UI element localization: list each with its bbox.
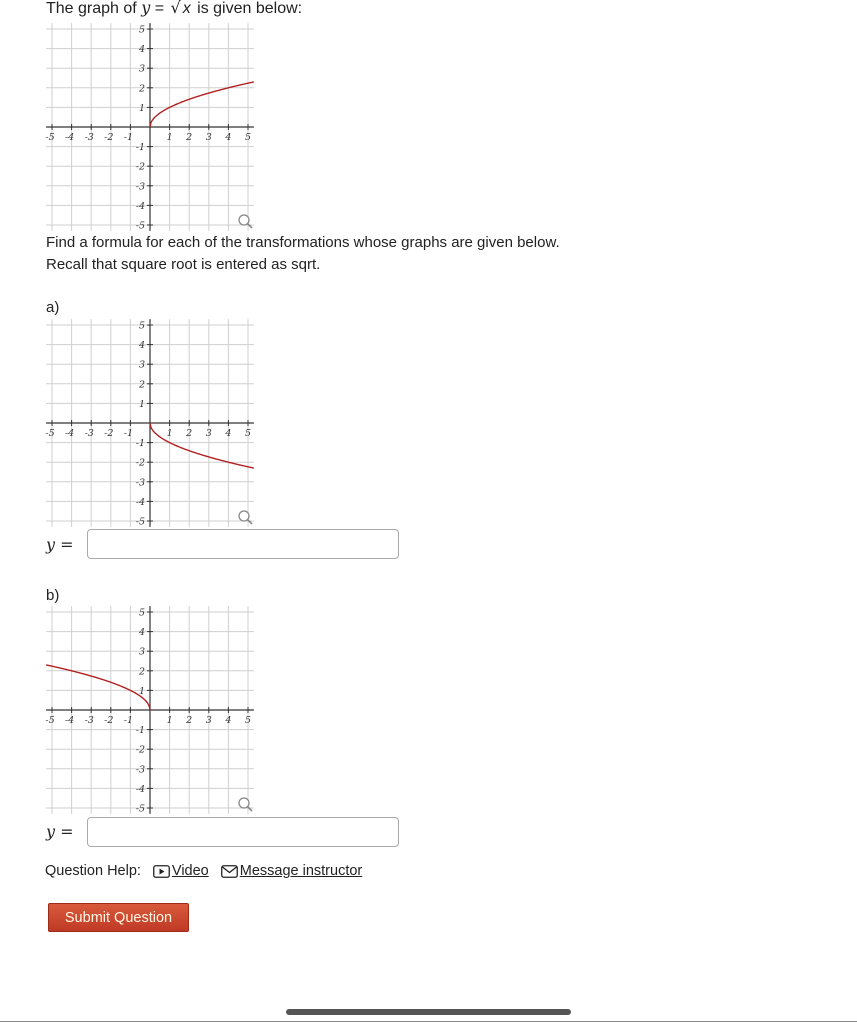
instructions bbox=[46, 232, 560, 276]
x-tick-label: -2 bbox=[104, 132, 114, 143]
y-tick-label: -1 bbox=[135, 725, 145, 737]
x-tick-label: -1 bbox=[123, 715, 134, 726]
y-tick-label: -3 bbox=[135, 477, 145, 489]
y-tick-label: 1 bbox=[138, 398, 145, 410]
y-tick-label: 5 bbox=[138, 24, 145, 36]
x-tick-label: -3 bbox=[84, 715, 94, 726]
y-tick-label: 5 bbox=[138, 607, 145, 619]
x-tick-label: -4 bbox=[64, 715, 75, 726]
y-tick-label: -4 bbox=[135, 783, 145, 795]
y-tick-label: 5 bbox=[138, 320, 145, 332]
graph-part-b bbox=[40, 605, 264, 817]
y-tick-label: 2 bbox=[138, 83, 145, 95]
x-tick-label: 4 bbox=[225, 428, 232, 439]
x-tick-label: 5 bbox=[244, 132, 252, 143]
graph-original-svg bbox=[40, 22, 264, 234]
x-tick-label: 1 bbox=[166, 428, 173, 439]
y-tick-label: -4 bbox=[135, 496, 145, 508]
intro-text bbox=[46, 0, 302, 18]
x-tick-label: -5 bbox=[45, 132, 55, 143]
x-tick-label: 2 bbox=[186, 715, 193, 726]
sqrt-expression bbox=[170, 0, 192, 18]
intro-equals: = bbox=[154, 0, 165, 17]
y-tick-label: -3 bbox=[135, 181, 145, 193]
y-tick-label: 3 bbox=[138, 359, 145, 371]
x-tick-label: 3 bbox=[205, 428, 212, 439]
x-tick-label: 2 bbox=[186, 132, 193, 143]
envelope-icon bbox=[221, 865, 238, 878]
message-instructor-link[interactable] bbox=[221, 863, 363, 879]
part-b-y-equals: y = bbox=[46, 822, 74, 841]
intro-prefix: The graph of bbox=[46, 0, 137, 17]
intro-suffix: is given below: bbox=[197, 0, 303, 17]
graph-part-a bbox=[40, 318, 264, 530]
part-b-answer-input[interactable] bbox=[87, 817, 399, 847]
y-tick-label: 3 bbox=[138, 646, 145, 658]
question-help-label: Question Help: bbox=[45, 863, 141, 879]
graph-part-b-svg bbox=[40, 605, 264, 817]
part-a-answer-input[interactable] bbox=[87, 529, 399, 559]
y-tick-label: -1 bbox=[135, 438, 145, 450]
x-tick-label: -5 bbox=[45, 715, 55, 726]
part-b-label: b) bbox=[46, 587, 60, 604]
x-tick-label: -5 bbox=[45, 428, 55, 439]
sqrt-arg: x bbox=[182, 0, 191, 17]
y-tick-label: -2 bbox=[135, 457, 145, 469]
function-curve bbox=[46, 665, 150, 710]
x-tick-label: 1 bbox=[166, 132, 173, 143]
y-tick-label: 3 bbox=[138, 63, 145, 75]
x-tick-label: -4 bbox=[64, 428, 75, 439]
graph-part-a-svg bbox=[40, 318, 264, 530]
y-tick-label: 4 bbox=[138, 340, 145, 352]
function-curve bbox=[150, 82, 254, 127]
x-tick-label: 4 bbox=[225, 715, 232, 726]
part-a-y-equals: y = bbox=[46, 535, 74, 554]
x-tick-label: -4 bbox=[64, 132, 75, 143]
x-tick-label: -1 bbox=[123, 428, 134, 439]
y-tick-label: -2 bbox=[135, 744, 145, 756]
home-indicator[interactable] bbox=[286, 1009, 571, 1015]
x-tick-label: -2 bbox=[104, 428, 114, 439]
instructions-line-1: Find a formula for each of the transformations whose graphs are given below. bbox=[46, 234, 560, 251]
message-instructor-label: Message instructor bbox=[239, 863, 363, 879]
x-tick-label: 5 bbox=[244, 428, 252, 439]
sqrt-symbol: √ bbox=[170, 0, 181, 17]
x-tick-label: 3 bbox=[205, 715, 212, 726]
x-tick-label: -3 bbox=[84, 132, 94, 143]
instructions-line-2: Recall that square root is entered as sqrt. bbox=[46, 256, 321, 273]
graph-original bbox=[40, 22, 264, 234]
y-tick-label: 2 bbox=[138, 379, 145, 391]
question-help bbox=[45, 863, 362, 879]
zoom-icon[interactable] bbox=[239, 215, 252, 228]
y-tick-label: -3 bbox=[135, 764, 145, 776]
x-tick-label: 2 bbox=[186, 428, 193, 439]
y-tick-label: 1 bbox=[138, 685, 145, 697]
x-tick-label: -1 bbox=[123, 132, 134, 143]
x-tick-label: 3 bbox=[205, 132, 212, 143]
y-tick-label: 2 bbox=[138, 666, 145, 678]
x-tick-label: 1 bbox=[166, 715, 173, 726]
y-tick-label: -1 bbox=[135, 142, 145, 154]
intro-y-var: y bbox=[141, 0, 151, 17]
part-a-label: a) bbox=[46, 299, 60, 316]
submit-question-button[interactable]: Submit Question bbox=[48, 903, 189, 932]
zoom-icon[interactable] bbox=[239, 511, 252, 524]
y-tick-label: 4 bbox=[138, 627, 145, 639]
y-tick-label: -5 bbox=[135, 516, 145, 528]
y-tick-label: 4 bbox=[138, 44, 145, 56]
y-tick-label: 1 bbox=[138, 102, 145, 114]
video-link[interactable] bbox=[153, 863, 209, 879]
zoom-icon[interactable] bbox=[239, 798, 252, 811]
y-tick-label: -2 bbox=[135, 161, 145, 173]
x-tick-label: -3 bbox=[84, 428, 94, 439]
y-tick-label: -5 bbox=[135, 803, 145, 815]
y-tick-label: -4 bbox=[135, 200, 145, 212]
x-tick-label: -2 bbox=[104, 715, 114, 726]
video-link-label: Video bbox=[171, 863, 209, 879]
y-tick-label: -5 bbox=[135, 220, 145, 232]
video-icon bbox=[153, 865, 170, 878]
x-tick-label: 4 bbox=[225, 132, 232, 143]
x-tick-label: 5 bbox=[244, 715, 252, 726]
bottom-divider bbox=[0, 1021, 857, 1022]
